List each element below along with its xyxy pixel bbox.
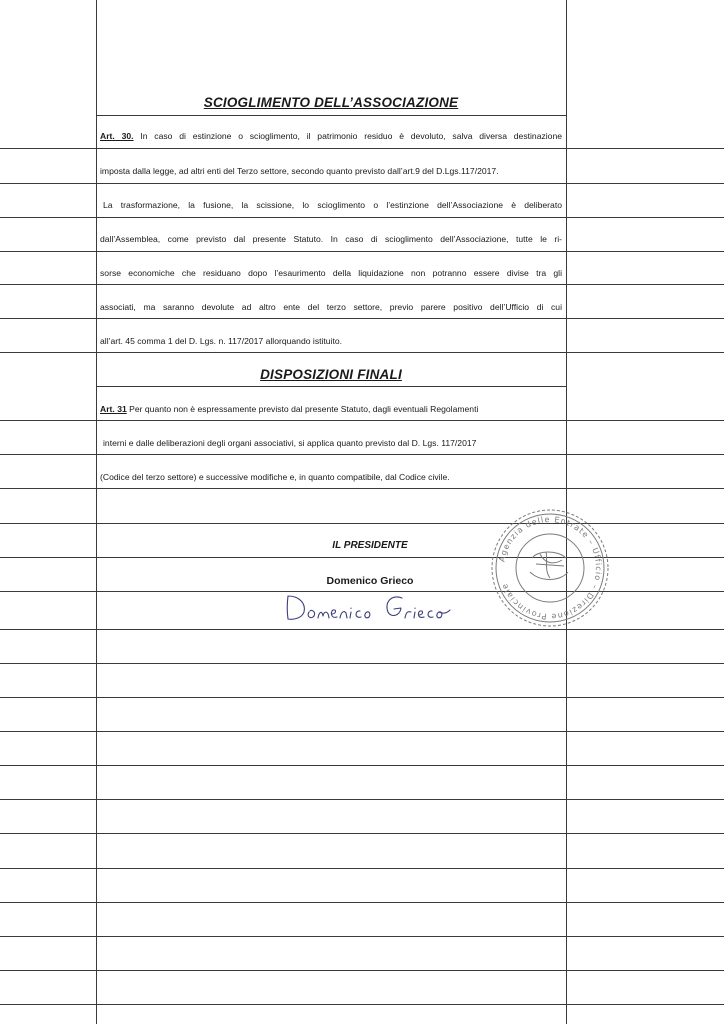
section-heading-scioglimento: SCIOGLIMENTO DELL’ASSOCIAZIONE	[203, 95, 459, 110]
art30-label: Art. 30.	[100, 131, 134, 141]
ruled-line	[0, 868, 724, 869]
ruled-line	[96, 386, 566, 387]
ruled-line	[0, 833, 724, 834]
stamp-lettering: Agenzia delle Entrate – Ufficio – Direzione Provinciale	[497, 514, 604, 622]
left-margin-rule	[96, 0, 97, 1024]
art31-line-3: (Codice del terzo settore) e successive modifiche e, in quanto compatibile, dal Codice civile.	[100, 472, 450, 482]
ruled-line	[0, 352, 724, 353]
section-heading-disposizioni: DISPOSIZIONI FINALI	[260, 367, 402, 382]
president-name: Domenico Grieco	[326, 575, 414, 587]
art30-line-5: sorse economiche che residuano dopo l’esaurimento della liquidazione non potranno essere divise tra gli	[100, 268, 562, 278]
ruled-line	[0, 284, 724, 285]
ruled-line	[0, 663, 724, 664]
ruled-line	[0, 217, 724, 218]
ruled-line	[0, 488, 724, 489]
art30-line-1	[100, 131, 562, 141]
art31-line-1	[100, 404, 562, 414]
ruled-line	[0, 454, 724, 455]
ruled-line	[0, 765, 724, 766]
president-title: IL PRESIDENTE	[332, 540, 408, 551]
art31-label: Art. 31	[100, 404, 127, 414]
ruled-line	[96, 115, 566, 116]
art30-line-4: dall’Assemblea, come previsto dal presente Statuto. In caso di scioglimento dell’Associazione, tutte le ri-	[100, 234, 562, 244]
ruled-line	[0, 697, 724, 698]
ruled-line	[0, 629, 724, 630]
art30-line-2: imposta dalla legge, ad altri enti del Terzo settore, secondo quanto previsto dall’art.9 del D.Lgs.117/2017.	[100, 166, 499, 176]
ruled-line	[0, 523, 724, 524]
art30-line-7: all’art. 45 comma 1 del D. Lgs. n. 117/2017 allorquando istituito.	[100, 336, 343, 346]
ruled-line	[0, 902, 724, 903]
ruled-line	[0, 420, 724, 421]
art30-line-3: La trasformazione, la fusione, la scissione, lo scioglimento o l’estinzione dell’Associazione è deliberato	[103, 200, 562, 210]
handwritten-signature	[284, 590, 484, 624]
art31-line-2: interni e dalle deliberazioni degli organi associativi, si applica quanto previsto dal D. Lgs. 117/2017	[103, 438, 477, 448]
ruled-line	[0, 318, 724, 319]
ruled-line	[0, 183, 724, 184]
ruled-line	[0, 970, 724, 971]
svg-text:Agenzia delle Entrate – Uffici	[497, 515, 603, 621]
ruled-line	[0, 251, 724, 252]
ruled-line	[0, 731, 724, 732]
ruled-line	[0, 799, 724, 800]
ruled-line	[0, 936, 724, 937]
art31-text: Per quanto non è espressamente previsto dal presente Statuto, dagli eventuali Regolamenti	[129, 404, 479, 414]
ruled-line	[0, 148, 724, 149]
official-stamp-seal	[488, 506, 612, 630]
ruled-line	[0, 1004, 724, 1005]
art30-line-6: associati, ma saranno devolute ad altro ente del terzo settore, previo parere positivo dell’Ufficio di cui	[100, 302, 562, 312]
art30-text: In caso di estinzione o scioglimento, il patrimonio residuo è devoluto, salva diversa destinazione	[140, 131, 562, 141]
ruled-line	[0, 557, 724, 558]
